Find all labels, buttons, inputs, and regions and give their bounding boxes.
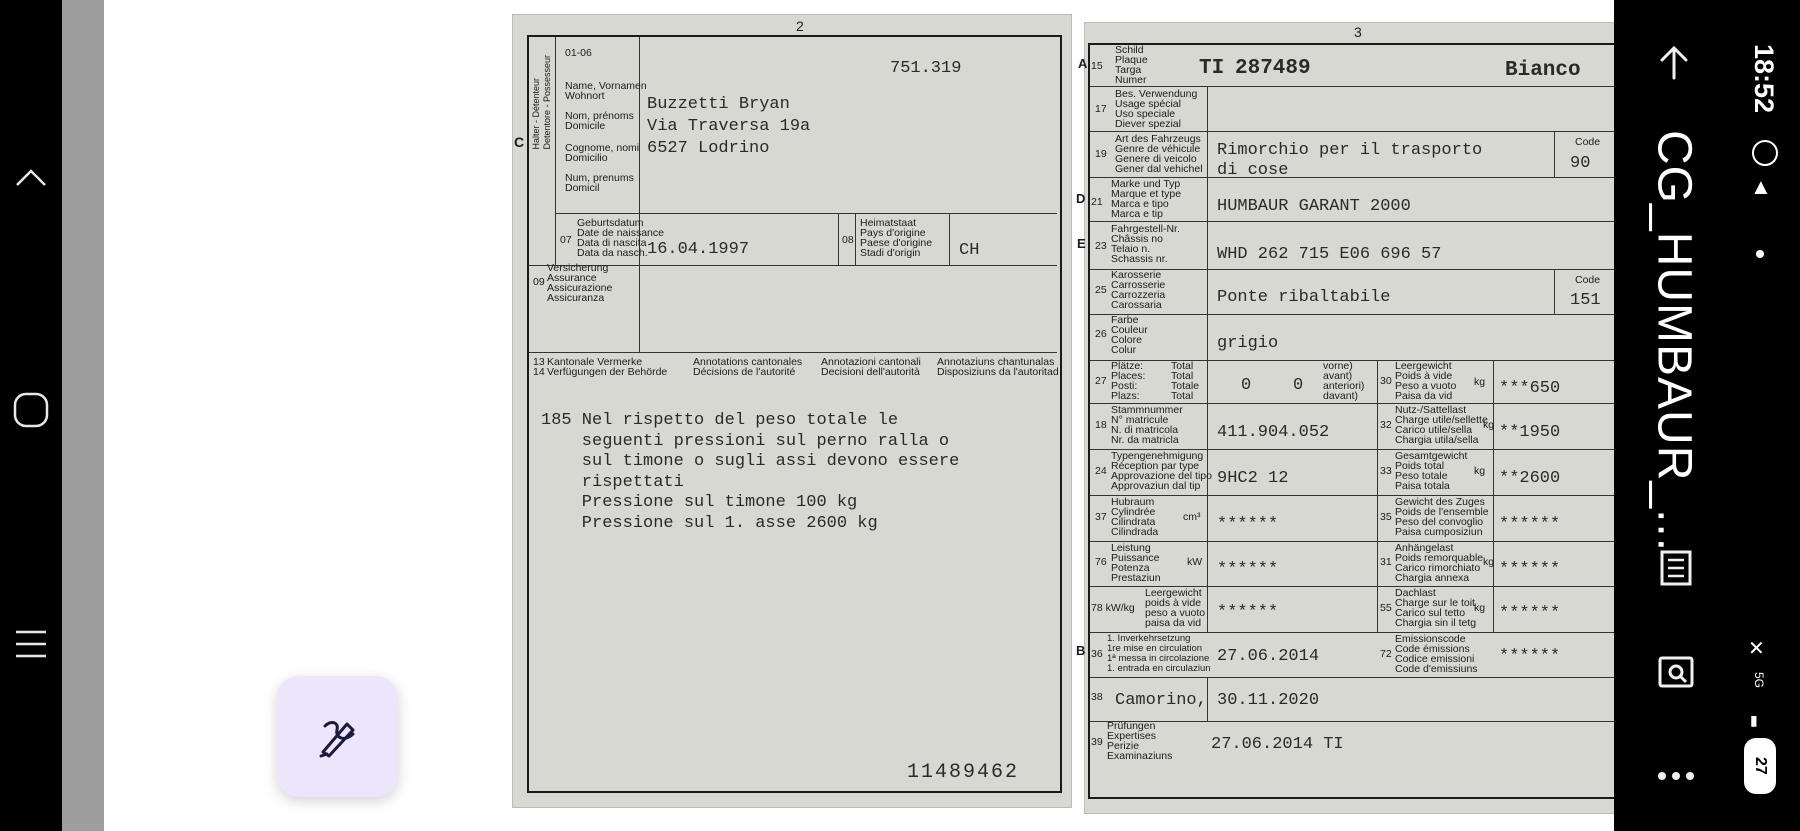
status-bar bbox=[1730, 40, 1790, 800]
power-weight-label: Leergewicht poids à vide peso a vuoto paisa da vid bbox=[1145, 587, 1206, 629]
cantonal-annotation-text: 185 Nel rispetto del peso totale le seguenti pressioni sul perno ralla o sul timone o sugli assi devono essere rispettati Pressione sul timone 100 kg Pressione sul 1. asse 2600 kg bbox=[541, 411, 960, 533]
chassis-value: WHD 262 715 E06 696 57 bbox=[1217, 245, 1442, 264]
vehicle-code-label: Code bbox=[1575, 136, 1601, 148]
seats-total-label: Total Total Totale Total bbox=[1171, 360, 1200, 402]
type-approval-value: 9HC2 12 bbox=[1217, 469, 1289, 488]
towing-load-unit: kg bbox=[1483, 556, 1495, 568]
sync-icon bbox=[1752, 140, 1778, 166]
holder-vertical-label: Halter - Détenteur Detentore - Possesseur bbox=[531, 55, 552, 150]
field-code-32: 32 bbox=[1380, 419, 1392, 431]
nom-label: Nom, prénoms Domicile bbox=[565, 110, 634, 132]
field-code-37: 37 bbox=[1095, 511, 1107, 523]
field-code-21: 21 bbox=[1091, 196, 1103, 208]
page-number: 2 bbox=[796, 18, 804, 34]
field-code-13-14: 13 14 bbox=[533, 356, 545, 378]
cantonal-label-it: Annotazioni cantonali Decisioni dell'autorità bbox=[821, 356, 921, 378]
field-code-33: 33 bbox=[1380, 465, 1392, 477]
chassis-label: Fahrgestell-Nr. Châssis no Telaio n. Schassis nr. bbox=[1111, 223, 1180, 265]
seats-total-value: 0 bbox=[1241, 376, 1252, 395]
displacement-value: ****** bbox=[1217, 515, 1279, 534]
field-code-15: 15 bbox=[1091, 60, 1103, 72]
page-number: 3 bbox=[1354, 24, 1362, 40]
field-code-08: 08 bbox=[842, 234, 854, 246]
registration-number-label: Stammnummer N° matricule N. di matricola Nr. da matricla bbox=[1111, 404, 1183, 446]
train-weight-value: ****** bbox=[1499, 515, 1561, 534]
special-use-label: Bes. Verwendung Usage spécial Uso speciale Diever spezial bbox=[1115, 88, 1198, 130]
name-label: Name, Vornamen Wohnort bbox=[565, 80, 647, 102]
registration-number-value: 411.904.052 bbox=[1217, 423, 1330, 442]
seats-front-label: vorne) avant) anteriori) davant) bbox=[1323, 360, 1365, 402]
field-code-24: 24 bbox=[1095, 465, 1107, 477]
payload-label: Nutz-/Sattellast Charge utile/sellette Carico utile/sella Chargia utila/sella bbox=[1395, 404, 1488, 446]
field-code-31: 31 bbox=[1380, 556, 1392, 568]
color-label: Farbe Couleur Colore Colur bbox=[1111, 314, 1148, 356]
num-label: Num, prenums Domicil bbox=[565, 172, 634, 194]
train-weight-label: Gewicht des Zuges Poids de l'ensemble Peso del convoglio Paisa cumposiziun bbox=[1395, 496, 1489, 538]
notification-dot-icon bbox=[1756, 250, 1764, 258]
back-arrow-icon[interactable] bbox=[1644, 32, 1704, 92]
holder-name: Buzzetti Bryan bbox=[647, 95, 790, 114]
origin-label: Heimatstaat Pays d'origine Paese d'origine Stadi d'origin bbox=[860, 217, 933, 259]
document-title-text: CG_HUMBAUR_... bbox=[1647, 130, 1701, 553]
pen-tools-icon bbox=[315, 714, 361, 760]
clock: 18:52 bbox=[1749, 44, 1779, 114]
cantonal-label-de: Kantonale Vermerke Verfügungen der Behörde bbox=[547, 356, 668, 378]
seats-front-value: 0 bbox=[1293, 376, 1304, 395]
more-options-icon[interactable] bbox=[1646, 746, 1706, 806]
field-code-18: 18 bbox=[1095, 419, 1107, 431]
registration-page-3 bbox=[1076, 22, 1644, 814]
cognome-label: Cognome, nomi Domicilio bbox=[565, 142, 640, 164]
first-registration-label: 1. Inverkehrsetzung 1re mise en circulation 1ª messa in circolazione 1. entrada en circulaziun bbox=[1107, 633, 1211, 674]
payload-value: **1950 bbox=[1499, 423, 1561, 442]
roof-load-value: ****** bbox=[1499, 604, 1561, 623]
field-code-72: 72 bbox=[1380, 648, 1392, 660]
body-code-label: Code bbox=[1575, 274, 1601, 286]
roof-load-unit: kg bbox=[1474, 602, 1486, 614]
power-value: ****** bbox=[1217, 560, 1279, 579]
plate-color: Bianco bbox=[1505, 59, 1581, 82]
field-code-38: 38 bbox=[1091, 691, 1103, 703]
field-code-09: 09 bbox=[533, 276, 545, 288]
power-weight-value: ****** bbox=[1217, 603, 1279, 622]
field-code-19: 19 bbox=[1095, 148, 1107, 160]
holder-city: 6527 Lodrino bbox=[647, 139, 770, 158]
payload-unit: kg bbox=[1483, 419, 1495, 431]
total-weight-label: Gesamtgewicht Poids total Peso totale Paisa totala bbox=[1395, 450, 1468, 492]
document-title bbox=[1634, 130, 1714, 553]
side-letter-a: A bbox=[1078, 56, 1088, 71]
field-code-25: 25 bbox=[1095, 284, 1107, 296]
holder-number: 751.319 bbox=[890, 59, 962, 78]
field-code-17: 17 bbox=[1095, 103, 1107, 115]
left-navigation-bar bbox=[0, 0, 62, 831]
body-label: Karosserie Carrosserie Carrozzeria Carossaria bbox=[1111, 269, 1166, 311]
snapchat-icon: ▲ bbox=[1750, 174, 1772, 199]
plate-label: Schild Plaque Targa Numer bbox=[1115, 44, 1148, 86]
cantonal-label-rm: Annotaziuns chantunalas Disposiziuns da l'autoritad bbox=[937, 356, 1059, 378]
origin-country: CH bbox=[959, 241, 980, 260]
field-code-35: 35 bbox=[1380, 511, 1392, 523]
holder-street: Via Traversa 19a bbox=[647, 117, 811, 136]
field-code-26: 26 bbox=[1095, 328, 1107, 340]
registration-page-2 bbox=[512, 14, 1072, 808]
battery-indicator bbox=[1744, 738, 1776, 794]
field-code-36: 36 bbox=[1091, 648, 1103, 660]
plate-number: 287489 bbox=[1235, 57, 1311, 80]
birth-date: 16.04.1997 bbox=[647, 240, 750, 259]
side-letter-d: D bbox=[1076, 191, 1086, 206]
total-weight-value: **2600 bbox=[1499, 469, 1561, 488]
field-code-55: 55 bbox=[1380, 602, 1392, 614]
empty-weight-label: Leergewicht Poids à vide Peso a vuoto Paisa da vid bbox=[1395, 360, 1457, 402]
total-weight-unit: kg bbox=[1474, 465, 1486, 477]
empty-weight-value: ***650 bbox=[1499, 379, 1561, 398]
towing-load-label: Anhängelast Poids remorquable Carico rimorchiato Chargia annexa bbox=[1395, 542, 1484, 584]
field-code-30: 30 bbox=[1380, 375, 1392, 387]
mute-icon: ✕ bbox=[1748, 638, 1765, 660]
vehicle-type-label: Art des Fahrzeugs Genre de véhicule Genere di veicolo Gener dal vehichel bbox=[1115, 133, 1203, 175]
document-serial: 11489462 bbox=[907, 761, 1020, 784]
field-code-76: 76 bbox=[1095, 556, 1107, 568]
image-search-icon[interactable] bbox=[1646, 642, 1706, 702]
inspection-label: Prüfungen Expertises Perizie Examinaziuns bbox=[1107, 720, 1173, 762]
document-viewer[interactable] bbox=[104, 0, 1614, 831]
roof-load-label: Dachlast Charge sur le toit Carico sul tetto Chargia sin il tetg bbox=[1395, 587, 1477, 629]
insurance-label: Versicherung Assurance Assicurazione Assicuranza bbox=[547, 262, 613, 304]
home-button[interactable] bbox=[0, 380, 62, 440]
network-type: 5G bbox=[1752, 672, 1766, 689]
empty-weight-unit: kg bbox=[1474, 376, 1486, 388]
vehicle-type-value: Rimorchio per il trasporto di cose bbox=[1217, 141, 1483, 180]
section-letter-c: C bbox=[514, 134, 525, 150]
towing-load-value: ****** bbox=[1499, 560, 1561, 579]
side-letter-e: E bbox=[1077, 236, 1086, 251]
body-code-value: 151 bbox=[1570, 291, 1601, 310]
side-panel-edge bbox=[62, 0, 104, 831]
field-code-27: 27 bbox=[1095, 375, 1107, 387]
color-value: grigio bbox=[1217, 334, 1279, 353]
emission-code-label: Emissionscode Code émissions Codice emissioni Code d'emissiuns bbox=[1395, 633, 1478, 675]
field-code-07: 07 bbox=[560, 234, 572, 246]
type-approval-label: Typengenehmigung Réception par type Approvazione del tipo Approvaziun dal tip bbox=[1111, 450, 1212, 492]
battery-level: 27 bbox=[1752, 757, 1769, 775]
recent-apps-icon[interactable] bbox=[0, 614, 62, 674]
seats-label: Plätze: Places: Posti: Plazs: bbox=[1111, 360, 1146, 402]
field-code-23: 23 bbox=[1095, 240, 1107, 252]
side-letter-b: B bbox=[1076, 643, 1086, 658]
power-unit: kW bbox=[1187, 556, 1203, 568]
chevron-up-icon[interactable] bbox=[0, 148, 62, 208]
first-registration-value: 27.06.2014 bbox=[1217, 647, 1320, 666]
displacement-label: Hubraum Cylindrée Cilindrata Cilindrada bbox=[1111, 496, 1159, 538]
issue-place-date: Camorino, 30.11.2020 bbox=[1115, 691, 1320, 710]
field-code-78: 78 kW/kg bbox=[1091, 602, 1135, 614]
cantonal-label-fr: Annotations cantonales Décisions de l'autorité bbox=[693, 356, 803, 378]
birth-date-label: Geburtsdatum Date de naissance Data di nascita Data da nasch. bbox=[577, 217, 664, 259]
power-label: Leistung Puissance Potenza Prestaziun bbox=[1111, 542, 1161, 584]
field-code-01-06: 01-06 bbox=[565, 47, 592, 59]
document-info-icon[interactable] bbox=[1646, 538, 1706, 598]
signal-icon: ▮ bbox=[1750, 712, 1758, 728]
edit-tools-button[interactable] bbox=[277, 676, 398, 797]
emission-code-value: ****** bbox=[1499, 647, 1561, 666]
body-value: Ponte ribaltabile bbox=[1217, 288, 1391, 307]
inspection-value: 27.06.2014 TI bbox=[1211, 735, 1344, 754]
displacement-unit: cm³ bbox=[1183, 511, 1201, 523]
vehicle-code-value: 90 bbox=[1570, 154, 1591, 173]
field-code-39: 39 bbox=[1091, 736, 1103, 748]
plate-canton: TI bbox=[1199, 57, 1225, 80]
make-model-label: Marke und Typ Marque et type Marca e tipo Marca e tip bbox=[1111, 178, 1182, 220]
make-model-value: HUMBAUR GARANT 2000 bbox=[1217, 197, 1411, 216]
